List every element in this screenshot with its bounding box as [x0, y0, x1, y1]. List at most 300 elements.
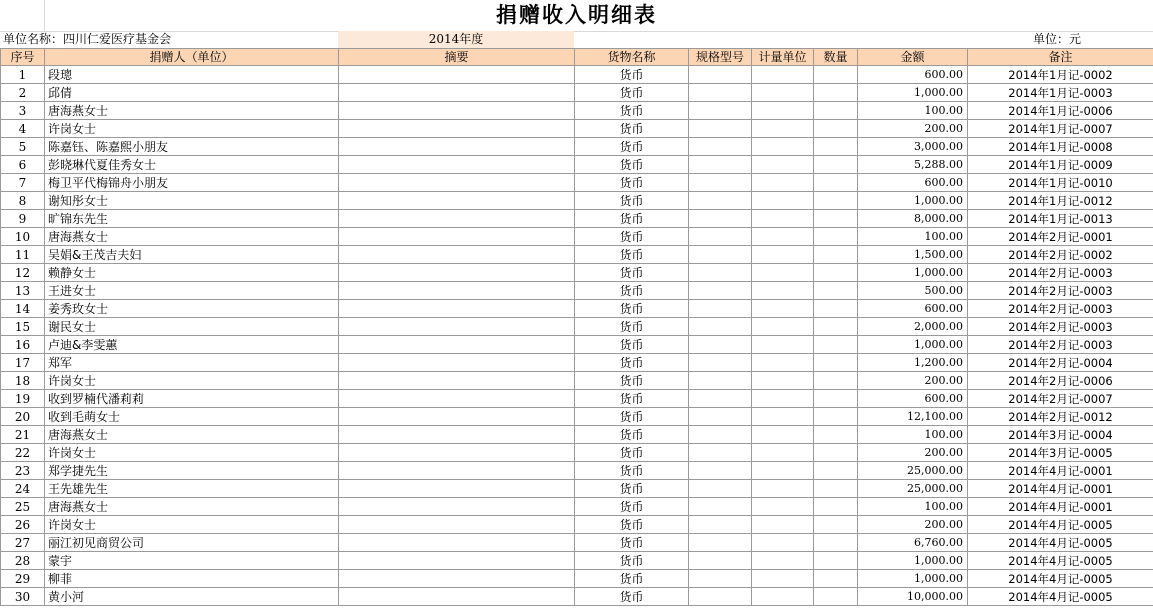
header-spec[interactable]: 规格型号 [689, 49, 752, 66]
goods-cell[interactable]: 货币 [575, 534, 689, 552]
quantity-cell[interactable] [814, 102, 858, 120]
quantity-cell[interactable] [814, 444, 858, 462]
measure-unit-cell[interactable] [752, 282, 814, 300]
quantity-cell[interactable] [814, 156, 858, 174]
quantity-cell[interactable] [814, 282, 858, 300]
donor-cell[interactable]: 唐海燕女士 [45, 228, 339, 246]
donor-cell[interactable]: 谢民女士 [45, 318, 339, 336]
donor-cell[interactable]: 郑军 [45, 354, 339, 372]
note-cell[interactable]: 2014年2月记-0003 [968, 264, 1153, 282]
goods-cell[interactable]: 货币 [575, 300, 689, 318]
donor-cell[interactable]: 许岗女士 [45, 372, 339, 390]
quantity-cell[interactable] [814, 228, 858, 246]
currency-unit: 单位：元 [1033, 32, 1082, 46]
header-summary[interactable]: 摘要 [339, 49, 575, 66]
note-cell[interactable]: 2014年4月记-0005 [968, 552, 1153, 570]
row-index-cell[interactable]: 4 [1, 120, 45, 138]
measure-unit-cell[interactable] [752, 534, 814, 552]
donor-cell[interactable]: 郑学捷先生 [45, 462, 339, 480]
note-cell[interactable]: 2014年1月记-0003 [968, 84, 1153, 102]
amount-cell[interactable]: 25,000.00 [858, 462, 968, 480]
quantity-cell[interactable] [814, 120, 858, 138]
quantity-cell[interactable] [814, 84, 858, 102]
donor-cell[interactable]: 彭晓琳代夏佳秀女士 [45, 156, 339, 174]
quantity-cell[interactable] [814, 426, 858, 444]
row-index-cell[interactable]: 28 [1, 552, 45, 570]
table-row [1, 246, 1153, 264]
donation-table [0, 48, 1153, 606]
quantity-cell[interactable] [814, 516, 858, 534]
measure-unit-cell[interactable] [752, 336, 814, 354]
goods-cell[interactable]: 货币 [575, 498, 689, 516]
measure-unit-cell[interactable] [752, 552, 814, 570]
measure-unit-cell[interactable] [752, 498, 814, 516]
measure-unit-cell[interactable] [752, 462, 814, 480]
measure-unit-cell[interactable] [752, 120, 814, 138]
amount-cell[interactable]: 25,000.00 [858, 480, 968, 498]
donor-cell[interactable]: 丽江初见商贸公司 [45, 534, 339, 552]
amount-cell[interactable]: 600.00 [858, 300, 968, 318]
amount-cell[interactable]: 500.00 [858, 282, 968, 300]
measure-unit-cell[interactable] [752, 516, 814, 534]
spec-cell[interactable] [689, 138, 752, 156]
table-row [1, 444, 1153, 462]
table-row [1, 336, 1153, 354]
note-cell[interactable]: 2014年4月记-0005 [968, 534, 1153, 552]
goods-cell[interactable]: 货币 [575, 354, 689, 372]
donor-cell[interactable]: 赖静女士 [45, 264, 339, 282]
measure-unit-cell[interactable] [752, 588, 814, 606]
amount-cell[interactable]: 100.00 [858, 426, 968, 444]
donor-cell[interactable]: 谢知彤女士 [45, 192, 339, 210]
row-index-cell[interactable]: 5 [1, 138, 45, 156]
summary-cell[interactable] [339, 120, 575, 138]
amount-cell[interactable]: 2,000.00 [858, 318, 968, 336]
donor-cell[interactable]: 姜秀玫女士 [45, 300, 339, 318]
measure-unit-cell[interactable] [752, 174, 814, 192]
amount-cell[interactable]: 600.00 [858, 390, 968, 408]
row-index-cell[interactable]: 3 [1, 102, 45, 120]
measure-unit-cell[interactable] [752, 318, 814, 336]
spec-cell[interactable] [689, 354, 752, 372]
amount-cell[interactable]: 200.00 [858, 372, 968, 390]
row-index-cell[interactable]: 14 [1, 300, 45, 318]
donor-cell[interactable]: 唐海燕女士 [45, 498, 339, 516]
report-year: 2014年度 [338, 31, 574, 48]
row-index-cell[interactable]: 6 [1, 156, 45, 174]
amount-cell[interactable]: 100.00 [858, 498, 968, 516]
amount-cell[interactable]: 200.00 [858, 444, 968, 462]
summary-cell[interactable] [339, 552, 575, 570]
header-row [1, 49, 1153, 66]
note-cell[interactable]: 2014年1月记-0010 [968, 174, 1153, 192]
note-cell[interactable]: 2014年4月记-0005 [968, 570, 1153, 588]
summary-cell[interactable] [339, 66, 575, 84]
donor-cell[interactable]: 旷锦东先生 [45, 210, 339, 228]
donor-cell[interactable]: 段璁 [45, 66, 339, 84]
note-cell[interactable]: 2014年1月记-0008 [968, 138, 1153, 156]
spec-cell[interactable] [689, 426, 752, 444]
donor-cell[interactable]: 许岗女士 [45, 120, 339, 138]
header-amount[interactable]: 金额 [858, 49, 968, 66]
quantity-cell[interactable] [814, 588, 858, 606]
goods-cell[interactable]: 货币 [575, 480, 689, 498]
quantity-cell[interactable] [814, 264, 858, 282]
quantity-cell[interactable] [814, 210, 858, 228]
spec-cell[interactable] [689, 588, 752, 606]
goods-cell[interactable]: 货币 [575, 138, 689, 156]
row-index-cell[interactable]: 8 [1, 192, 45, 210]
row-index-cell[interactable]: 30 [1, 588, 45, 606]
spec-cell[interactable] [689, 66, 752, 84]
note-cell[interactable]: 2014年2月记-0003 [968, 318, 1153, 336]
spec-cell[interactable] [689, 210, 752, 228]
note-cell[interactable]: 2014年4月记-0001 [968, 462, 1153, 480]
note-cell[interactable]: 2014年4月记-0001 [968, 480, 1153, 498]
spec-cell[interactable] [689, 570, 752, 588]
goods-cell[interactable]: 货币 [575, 282, 689, 300]
goods-cell[interactable]: 货币 [575, 210, 689, 228]
row-index-cell[interactable]: 1 [1, 66, 45, 84]
row-index-cell[interactable]: 29 [1, 570, 45, 588]
table-body [1, 66, 1153, 606]
header-goods[interactable]: 货物名称 [575, 49, 689, 66]
measure-unit-cell[interactable] [752, 138, 814, 156]
measure-unit-cell[interactable] [752, 210, 814, 228]
table-row [1, 120, 1153, 138]
table-row [1, 552, 1153, 570]
donor-cell[interactable]: 唐海燕女士 [45, 426, 339, 444]
row-index-cell[interactable]: 15 [1, 318, 45, 336]
amount-cell[interactable]: 3,000.00 [858, 138, 968, 156]
donor-cell[interactable]: 王进女士 [45, 282, 339, 300]
quantity-cell[interactable] [814, 138, 858, 156]
amount-cell[interactable]: 100.00 [858, 102, 968, 120]
spec-cell[interactable] [689, 534, 752, 552]
measure-unit-cell[interactable] [752, 66, 814, 84]
goods-cell[interactable]: 货币 [575, 516, 689, 534]
measure-unit-cell[interactable] [752, 264, 814, 282]
summary-cell[interactable] [339, 156, 575, 174]
amount-cell[interactable]: 100.00 [858, 228, 968, 246]
summary-cell[interactable] [339, 246, 575, 264]
spec-cell[interactable] [689, 552, 752, 570]
amount-cell[interactable]: 1,000.00 [858, 192, 968, 210]
measure-unit-cell[interactable] [752, 372, 814, 390]
summary-cell[interactable] [339, 462, 575, 480]
goods-cell[interactable]: 货币 [575, 570, 689, 588]
donor-cell[interactable]: 唐海燕女士 [45, 102, 339, 120]
goods-cell[interactable]: 货币 [575, 246, 689, 264]
amount-cell[interactable]: 6,760.00 [858, 534, 968, 552]
spec-cell[interactable] [689, 372, 752, 390]
goods-cell[interactable]: 货币 [575, 192, 689, 210]
header-measure-unit[interactable]: 计量单位 [752, 49, 814, 66]
spec-cell[interactable] [689, 480, 752, 498]
spec-cell[interactable] [689, 102, 752, 120]
measure-unit-cell[interactable] [752, 156, 814, 174]
row-index-cell[interactable]: 19 [1, 390, 45, 408]
table-row [1, 138, 1153, 156]
note-cell[interactable]: 2014年2月记-0003 [968, 282, 1153, 300]
measure-unit-cell[interactable] [752, 408, 814, 426]
amount-cell[interactable]: 1,000.00 [858, 552, 968, 570]
note-cell[interactable]: 2014年4月记-0005 [968, 516, 1153, 534]
donor-cell[interactable]: 陈嘉钰、陈嘉熙小朋友 [45, 138, 339, 156]
note-cell[interactable]: 2014年3月记-0004 [968, 426, 1153, 444]
spec-cell[interactable] [689, 516, 752, 534]
donor-cell[interactable]: 许岗女士 [45, 444, 339, 462]
measure-unit-cell[interactable] [752, 480, 814, 498]
measure-unit-cell[interactable] [752, 84, 814, 102]
goods-cell[interactable]: 货币 [575, 102, 689, 120]
spec-cell[interactable] [689, 264, 752, 282]
row-index-cell[interactable]: 17 [1, 354, 45, 372]
note-cell[interactable]: 2014年2月记-0003 [968, 336, 1153, 354]
summary-cell[interactable] [339, 570, 575, 588]
donor-cell[interactable]: 蒙宇 [45, 552, 339, 570]
row-index-cell[interactable]: 25 [1, 498, 45, 516]
quantity-cell[interactable] [814, 354, 858, 372]
table-row [1, 156, 1153, 174]
amount-cell[interactable]: 600.00 [858, 174, 968, 192]
row-index-cell[interactable]: 22 [1, 444, 45, 462]
note-cell[interactable]: 2014年1月记-0013 [968, 210, 1153, 228]
goods-cell[interactable]: 货币 [575, 174, 689, 192]
spec-cell[interactable] [689, 156, 752, 174]
note-cell[interactable]: 2014年2月记-0007 [968, 390, 1153, 408]
donor-cell[interactable]: 柳菲 [45, 570, 339, 588]
spec-cell[interactable] [689, 408, 752, 426]
table-row [1, 588, 1153, 606]
header-donor[interactable]: 捐赠人（单位） [45, 49, 339, 66]
table-row [1, 408, 1153, 426]
quantity-cell[interactable] [814, 192, 858, 210]
quantity-cell[interactable] [814, 300, 858, 318]
row-index-cell[interactable]: 2 [1, 84, 45, 102]
donor-cell[interactable]: 收到罗楠代潘莉莉 [45, 390, 339, 408]
summary-cell[interactable] [339, 318, 575, 336]
goods-cell[interactable]: 货币 [575, 84, 689, 102]
spec-cell[interactable] [689, 84, 752, 102]
row-index-cell[interactable]: 26 [1, 516, 45, 534]
measure-unit-cell[interactable] [752, 570, 814, 588]
goods-cell[interactable]: 货币 [575, 462, 689, 480]
spec-cell[interactable] [689, 192, 752, 210]
amount-cell[interactable]: 600.00 [858, 66, 968, 84]
amount-cell[interactable]: 5,288.00 [858, 156, 968, 174]
row-index-cell[interactable]: 7 [1, 174, 45, 192]
amount-cell[interactable]: 1,000.00 [858, 570, 968, 588]
summary-cell[interactable] [339, 264, 575, 282]
amount-cell[interactable]: 1,200.00 [858, 354, 968, 372]
note-cell[interactable]: 2014年2月记-0003 [968, 300, 1153, 318]
quantity-cell[interactable] [814, 336, 858, 354]
row-index-cell[interactable]: 23 [1, 462, 45, 480]
header-note[interactable]: 备注 [968, 49, 1153, 66]
spec-cell[interactable] [689, 174, 752, 192]
note-cell[interactable]: 2014年2月记-0006 [968, 372, 1153, 390]
spec-cell[interactable] [689, 228, 752, 246]
summary-cell[interactable] [339, 138, 575, 156]
summary-cell[interactable] [339, 84, 575, 102]
spec-cell[interactable] [689, 300, 752, 318]
note-cell[interactable]: 2014年4月记-0001 [968, 498, 1153, 516]
quantity-cell[interactable] [814, 570, 858, 588]
summary-cell[interactable] [339, 354, 575, 372]
table-row [1, 318, 1153, 336]
quantity-cell[interactable] [814, 318, 858, 336]
note-cell[interactable]: 2014年1月记-0009 [968, 156, 1153, 174]
quantity-cell[interactable] [814, 552, 858, 570]
spec-cell[interactable] [689, 246, 752, 264]
note-cell[interactable]: 2014年2月记-0001 [968, 228, 1153, 246]
donor-cell[interactable]: 黄小河 [45, 588, 339, 606]
row-index-cell[interactable]: 11 [1, 246, 45, 264]
spec-cell[interactable] [689, 120, 752, 138]
measure-unit-cell[interactable] [752, 354, 814, 372]
note-cell[interactable]: 2014年4月记-0005 [968, 588, 1153, 606]
spec-cell[interactable] [689, 390, 752, 408]
quantity-cell[interactable] [814, 174, 858, 192]
table-row [1, 228, 1153, 246]
donor-cell[interactable]: 卢迪&李雯蕙 [45, 336, 339, 354]
table-row [1, 264, 1153, 282]
quantity-cell[interactable] [814, 408, 858, 426]
spec-cell[interactable] [689, 498, 752, 516]
donor-cell[interactable]: 王先雄先生 [45, 480, 339, 498]
table-row [1, 390, 1153, 408]
note-cell[interactable]: 2014年1月记-0006 [968, 102, 1153, 120]
summary-cell[interactable] [339, 174, 575, 192]
donor-cell[interactable]: 吴娟&王茂吉夫妇 [45, 246, 339, 264]
measure-unit-cell[interactable] [752, 228, 814, 246]
row-index-cell[interactable]: 12 [1, 264, 45, 282]
spec-cell[interactable] [689, 336, 752, 354]
summary-cell[interactable] [339, 228, 575, 246]
header-index[interactable]: 序号 [1, 49, 45, 66]
amount-cell[interactable]: 200.00 [858, 516, 968, 534]
note-cell[interactable]: 2014年1月记-0012 [968, 192, 1153, 210]
row-index-cell[interactable]: 18 [1, 372, 45, 390]
goods-cell[interactable]: 货币 [575, 318, 689, 336]
goods-cell[interactable]: 货币 [575, 588, 689, 606]
note-cell[interactable]: 2014年3月记-0005 [968, 444, 1153, 462]
note-cell[interactable]: 2014年1月记-0002 [968, 66, 1153, 84]
quantity-cell[interactable] [814, 534, 858, 552]
goods-cell[interactable]: 货币 [575, 120, 689, 138]
row-index-cell[interactable]: 10 [1, 228, 45, 246]
row-index-cell[interactable]: 9 [1, 210, 45, 228]
summary-cell[interactable] [339, 480, 575, 498]
spec-cell[interactable] [689, 318, 752, 336]
measure-unit-cell[interactable] [752, 390, 814, 408]
row-index-cell[interactable]: 21 [1, 426, 45, 444]
summary-cell[interactable] [339, 498, 575, 516]
goods-cell[interactable]: 货币 [575, 390, 689, 408]
measure-unit-cell[interactable] [752, 300, 814, 318]
amount-cell[interactable]: 200.00 [858, 120, 968, 138]
measure-unit-cell[interactable] [752, 246, 814, 264]
header-quantity[interactable]: 数量 [814, 49, 858, 66]
summary-cell[interactable] [339, 444, 575, 462]
sheet-title: 捐赠收入明细表 [496, 3, 657, 27]
row-index-cell[interactable]: 16 [1, 336, 45, 354]
info-row [0, 31, 1153, 49]
summary-cell[interactable] [339, 372, 575, 390]
row-index-cell[interactable]: 27 [1, 534, 45, 552]
measure-unit-cell[interactable] [752, 444, 814, 462]
goods-cell[interactable]: 货币 [575, 552, 689, 570]
goods-cell[interactable]: 货币 [575, 156, 689, 174]
note-cell[interactable]: 2014年2月记-0002 [968, 246, 1153, 264]
row-index-cell[interactable]: 20 [1, 408, 45, 426]
quantity-cell[interactable] [814, 462, 858, 480]
note-cell[interactable]: 2014年1月记-0007 [968, 120, 1153, 138]
summary-cell[interactable] [339, 192, 575, 210]
summary-cell[interactable] [339, 534, 575, 552]
goods-cell[interactable]: 货币 [575, 444, 689, 462]
table-row [1, 516, 1153, 534]
donor-cell[interactable]: 许岗女士 [45, 516, 339, 534]
donor-cell[interactable]: 收到毛萌女士 [45, 408, 339, 426]
spec-cell[interactable] [689, 444, 752, 462]
summary-cell[interactable] [339, 210, 575, 228]
quantity-cell[interactable] [814, 372, 858, 390]
spec-cell[interactable] [689, 462, 752, 480]
amount-cell[interactable]: 1,000.00 [858, 84, 968, 102]
goods-cell[interactable]: 货币 [575, 264, 689, 282]
amount-cell[interactable]: 1,500.00 [858, 246, 968, 264]
spec-cell[interactable] [689, 282, 752, 300]
row-index-cell[interactable]: 13 [1, 282, 45, 300]
amount-cell[interactable]: 12,100.00 [858, 408, 968, 426]
amount-cell[interactable]: 1,000.00 [858, 336, 968, 354]
note-cell[interactable]: 2014年2月记-0004 [968, 354, 1153, 372]
summary-cell[interactable] [339, 102, 575, 120]
measure-unit-cell[interactable] [752, 426, 814, 444]
goods-cell[interactable]: 货币 [575, 66, 689, 84]
quantity-cell[interactable] [814, 390, 858, 408]
quantity-cell[interactable] [814, 66, 858, 84]
summary-cell[interactable] [339, 300, 575, 318]
quantity-cell[interactable] [814, 480, 858, 498]
measure-unit-cell[interactable] [752, 192, 814, 210]
summary-cell[interactable] [339, 588, 575, 606]
goods-cell[interactable]: 货币 [575, 372, 689, 390]
goods-cell[interactable]: 货币 [575, 228, 689, 246]
summary-cell[interactable] [339, 426, 575, 444]
donor-cell[interactable]: 梅卫平代梅锦舟小朋友 [45, 174, 339, 192]
goods-cell[interactable]: 货币 [575, 408, 689, 426]
goods-cell[interactable]: 货币 [575, 426, 689, 444]
measure-unit-cell[interactable] [752, 102, 814, 120]
amount-cell[interactable]: 1,000.00 [858, 264, 968, 282]
amount-cell[interactable]: 10,000.00 [858, 588, 968, 606]
donor-cell[interactable]: 邱倩 [45, 84, 339, 102]
summary-cell[interactable] [339, 336, 575, 354]
row-index-cell[interactable]: 24 [1, 480, 45, 498]
goods-cell[interactable]: 货币 [575, 336, 689, 354]
summary-cell[interactable] [339, 282, 575, 300]
quantity-cell[interactable] [814, 498, 858, 516]
note-cell[interactable]: 2014年2月记-0012 [968, 408, 1153, 426]
summary-cell[interactable] [339, 390, 575, 408]
summary-cell[interactable] [339, 516, 575, 534]
quantity-cell[interactable] [814, 246, 858, 264]
amount-cell[interactable]: 8,000.00 [858, 210, 968, 228]
summary-cell[interactable] [339, 408, 575, 426]
